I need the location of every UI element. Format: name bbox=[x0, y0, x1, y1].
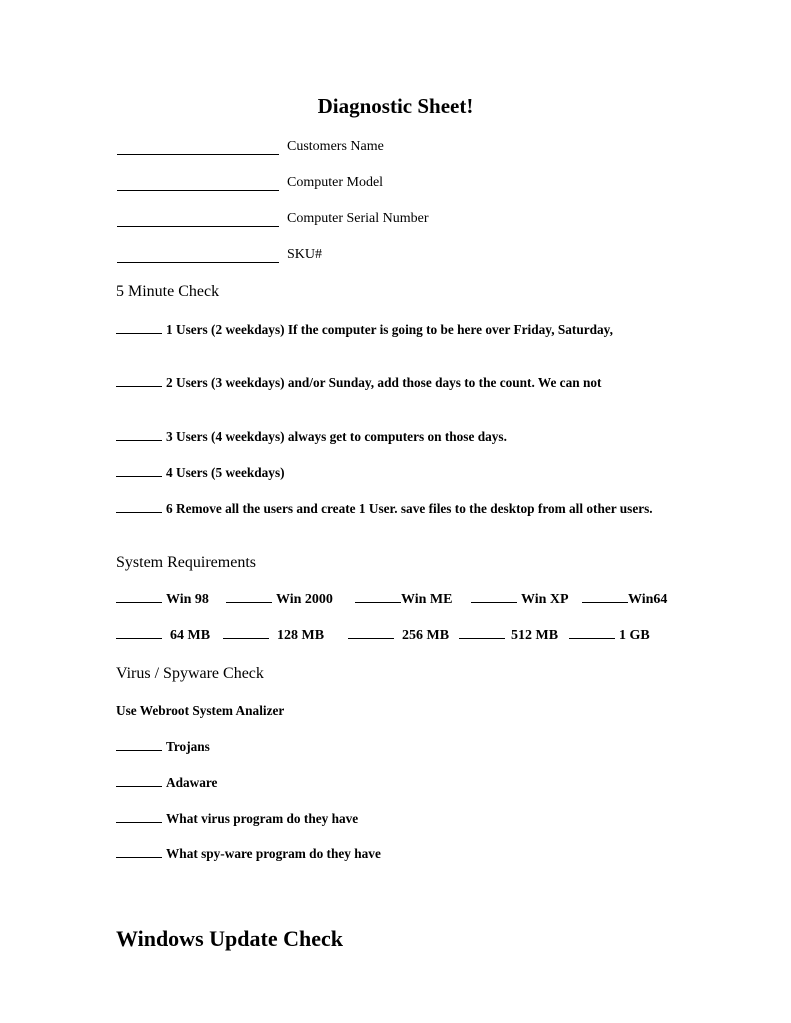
serial-number-blank[interactable] bbox=[117, 226, 279, 227]
check-blank[interactable] bbox=[582, 601, 628, 603]
five-minute-item bbox=[116, 500, 671, 518]
virus-item-text: Adaware bbox=[166, 775, 218, 790]
check-blank[interactable] bbox=[116, 511, 162, 513]
check-blank[interactable] bbox=[116, 749, 162, 751]
customer-name-label: Customers Name bbox=[287, 139, 384, 154]
check-blank[interactable] bbox=[116, 385, 162, 387]
os-option-label: Win XP bbox=[521, 592, 569, 607]
os-option bbox=[226, 592, 333, 608]
virus-item bbox=[116, 810, 358, 828]
five-minute-item bbox=[116, 321, 671, 339]
check-blank[interactable] bbox=[116, 821, 162, 823]
page-title: Diagnostic Sheet! bbox=[317, 94, 474, 118]
five-minute-item bbox=[116, 428, 507, 446]
os-option bbox=[355, 592, 452, 608]
check-blank[interactable] bbox=[116, 785, 162, 787]
five-minute-heading: 5 Minute Check bbox=[116, 283, 220, 300]
five-minute-item-text: 2 Users (3 weekdays) and/or Sunday, add those days to the count. We can not bbox=[166, 375, 602, 390]
check-blank[interactable] bbox=[348, 637, 394, 639]
sku-blank[interactable] bbox=[117, 262, 279, 263]
sku-label: SKU# bbox=[287, 247, 323, 262]
memory-option-label: 256 MB bbox=[402, 628, 450, 643]
check-blank[interactable] bbox=[569, 637, 615, 639]
os-option bbox=[582, 592, 667, 608]
webroot-instruction: Use Webroot System Analizer bbox=[116, 703, 285, 718]
serial-number-label: Computer Serial Number bbox=[287, 211, 429, 226]
virus-item bbox=[116, 774, 217, 792]
virus-item-text: What virus program do they have bbox=[166, 811, 359, 826]
memory-option bbox=[223, 628, 324, 644]
os-option bbox=[471, 592, 569, 608]
five-minute-item-text: 1 Users (2 weekdays) If the computer is going to be here over Friday, Saturday, bbox=[166, 322, 613, 337]
virus-item bbox=[116, 845, 381, 863]
memory-option bbox=[116, 628, 210, 644]
virus-item-text: Trojans bbox=[166, 739, 210, 754]
check-blank[interactable] bbox=[116, 475, 162, 477]
check-blank[interactable] bbox=[471, 601, 517, 603]
check-blank[interactable] bbox=[116, 856, 162, 858]
check-blank[interactable] bbox=[355, 601, 401, 603]
check-blank[interactable] bbox=[116, 332, 162, 334]
five-minute-item-text: 4 Users (5 weekdays) bbox=[166, 465, 285, 480]
os-option-label: Win 98 bbox=[166, 592, 209, 607]
check-blank[interactable] bbox=[116, 601, 162, 603]
memory-option-label: 1 GB bbox=[619, 628, 650, 643]
os-option-label: Win ME bbox=[401, 592, 453, 607]
check-blank[interactable] bbox=[226, 601, 272, 603]
memory-option bbox=[348, 628, 449, 644]
check-blank[interactable] bbox=[223, 637, 269, 639]
windows-update-heading: Windows Update Check bbox=[116, 926, 343, 951]
computer-model-label: Computer Model bbox=[287, 175, 384, 190]
check-blank[interactable] bbox=[116, 439, 162, 441]
five-minute-item-text: 6 Remove all the users and create 1 User. save files to the desktop from all other users. bbox=[166, 501, 653, 516]
memory-option-label: 128 MB bbox=[277, 628, 325, 643]
memory-option bbox=[459, 628, 558, 644]
check-blank[interactable] bbox=[116, 637, 162, 639]
virus-item bbox=[116, 738, 210, 756]
memory-option-label: 512 MB bbox=[511, 628, 559, 643]
os-option-label: Win64 bbox=[628, 592, 668, 607]
memory-option bbox=[569, 628, 650, 644]
memory-option-label: 64 MB bbox=[170, 628, 211, 643]
five-minute-item bbox=[116, 374, 671, 392]
customer-name-blank[interactable] bbox=[117, 154, 279, 155]
os-option-label: Win 2000 bbox=[276, 592, 333, 607]
os-option bbox=[116, 592, 209, 608]
system-heading: System Requirements bbox=[116, 554, 256, 571]
five-minute-item bbox=[116, 464, 285, 482]
virus-item-text: What spy-ware program do they have bbox=[166, 846, 381, 861]
five-minute-item-text: 3 Users (4 weekdays) always get to computers on those days. bbox=[166, 429, 507, 444]
computer-model-blank[interactable] bbox=[117, 190, 279, 191]
check-blank[interactable] bbox=[459, 637, 505, 639]
virus-heading: Virus / Spyware Check bbox=[116, 665, 264, 682]
